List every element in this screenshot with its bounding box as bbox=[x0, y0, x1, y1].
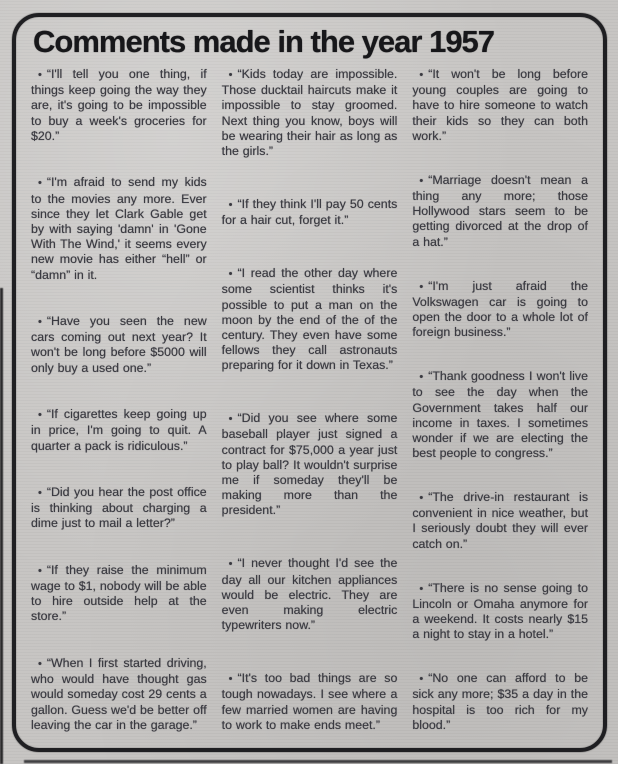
quote-item bbox=[222, 556, 398, 633]
quote-item bbox=[412, 173, 588, 250]
quote-text: “There is no sense going to Lincoln or Omaha anymore for a weekend. It costs nearly $15 a night to stay in a hotel.” bbox=[412, 580, 589, 642]
clipping-border bbox=[12, 13, 607, 752]
quote-text: “I read the other day where some scientist thinks it's possible to put a man on the moon by the end of the of the century. They even have some fellows they call astronauts preparing for it down in Texas.” bbox=[221, 266, 398, 373]
quote-text: “No one can afford to be sick any more; $35 a day in the hospital is too rich for my blood.” bbox=[412, 671, 589, 732]
bullet-icon: • bbox=[38, 316, 42, 328]
bullet-icon: • bbox=[419, 69, 424, 81]
quote-item bbox=[31, 314, 207, 376]
quote-item bbox=[412, 581, 588, 643]
quote-text: “Did you hear the post office is thinking about charging a dime just to mail a letter?” bbox=[31, 484, 207, 531]
quote-item bbox=[222, 411, 398, 518]
quote-item bbox=[222, 671, 398, 733]
quote-item bbox=[412, 67, 588, 144]
quote-text: “It won't be long before young couples are going to have to hire someone to watch their kids so they can both work.” bbox=[412, 67, 589, 143]
bullet-icon: • bbox=[419, 280, 424, 293]
scan-bottom-artifact bbox=[24, 760, 612, 763]
quote-text: “I never thought I'd see the day all our kitchen appliances would be electric. They are even making electric typewriters now.” bbox=[221, 556, 398, 633]
quote-text: “Kids today are impossible. Those ducktail haircuts make it impossible to stay groomed. Next thing you know, boys will be wearing their hair as long as the girls.” bbox=[221, 67, 398, 159]
quote-item bbox=[222, 266, 398, 373]
bullet-icon: • bbox=[38, 69, 42, 81]
bullet-icon: • bbox=[419, 174, 424, 187]
bullet-icon: • bbox=[419, 492, 424, 505]
bullet-icon: • bbox=[38, 486, 42, 499]
quote-text: “When I first started driving, who would have thought gas would someday cost 29 cents a gallon. Guess we'd be better off leaving the car in the garage.” bbox=[31, 655, 207, 732]
quote-item bbox=[31, 563, 207, 625]
quote-item bbox=[412, 671, 588, 733]
quote-text: “Marriage doesn't mean a thing any more; those Hollywood stars seem to be getting divorced at the drop of a hat.” bbox=[412, 172, 589, 249]
bullet-icon: • bbox=[419, 582, 424, 595]
quote-text: “If cigarettes keep going up in price, I'm going to quit. A quarter a pack is ridiculous.” bbox=[31, 407, 207, 453]
bullet-icon: • bbox=[228, 673, 233, 686]
quote-text: “I'm just afraid the Volkswagen car is going to open the door to a whole lot of foreign business.” bbox=[412, 278, 589, 340]
bullet-icon: • bbox=[228, 413, 233, 426]
bullet-icon: • bbox=[228, 268, 233, 281]
bullet-icon: • bbox=[38, 409, 42, 422]
quote-item bbox=[31, 67, 207, 144]
quote-text: “Thank goodness I won't live to see the day when the Government takes half our income in taxes. I sometimes wonder if we are electing the best people to congress.” bbox=[412, 369, 589, 461]
quote-text: “If they raise the minimum wage to $1, nobody will be able to hire outside help at the store.” bbox=[31, 562, 207, 624]
clipping-title: Comments made in the year 1957 bbox=[33, 24, 495, 59]
quote-item bbox=[31, 175, 207, 282]
quote-item bbox=[31, 656, 207, 733]
quote-text: “Have you seen the new cars coming out next year? It won't be long before $5000 will only buy a used one.” bbox=[31, 314, 207, 375]
bullet-icon: • bbox=[38, 657, 42, 670]
quote-text: “If they think I'll pay 50 cents for a hair cut, forget it.” bbox=[221, 196, 398, 228]
bullet-icon: • bbox=[419, 371, 424, 384]
bullet-icon: • bbox=[228, 558, 233, 571]
quote-item bbox=[412, 490, 588, 552]
bullet-icon: • bbox=[38, 564, 42, 577]
quotes-columns bbox=[31, 67, 588, 733]
quote-text: “I'm afraid to send my kids to the movies any more. Ever since they let Clark Gable get by with saying 'damn' in 'Gone With The Wind,' it seems every new movie has either “hell” or “damn” in it. bbox=[31, 175, 207, 282]
bullet-icon: • bbox=[228, 198, 233, 211]
quote-text: “I'll tell you one thing, if things keep going the way they are, it's going to be impossible to buy a week's groceries for $20.” bbox=[31, 67, 207, 143]
quote-text: “The drive-in restaurant is convenient in nice weather, but I seriously doubt they will ever catch on.” bbox=[412, 490, 589, 551]
quote-text: “Did you see where some baseball player just signed a contract for $75,000 a year just to play ball? It wouldn't surprise me if someday they'll be making more than the president.” bbox=[221, 411, 398, 518]
quote-text: “It's too bad things are so tough nowadays. I see where a few married women are having to work to make ends meet.” bbox=[221, 671, 398, 732]
bullet-icon: • bbox=[38, 177, 42, 190]
quote-item bbox=[222, 197, 398, 228]
quotes-column-3 bbox=[412, 67, 588, 733]
quote-item bbox=[31, 407, 207, 454]
scan-edge-artifact bbox=[0, 288, 3, 764]
quotes-column-1 bbox=[31, 67, 207, 733]
quote-item bbox=[222, 67, 398, 159]
quote-item bbox=[31, 485, 207, 532]
quotes-column-2 bbox=[222, 67, 398, 733]
quote-item bbox=[412, 369, 588, 461]
quote-item bbox=[412, 279, 588, 341]
bullet-icon: • bbox=[228, 69, 233, 81]
bullet-icon: • bbox=[419, 673, 424, 686]
